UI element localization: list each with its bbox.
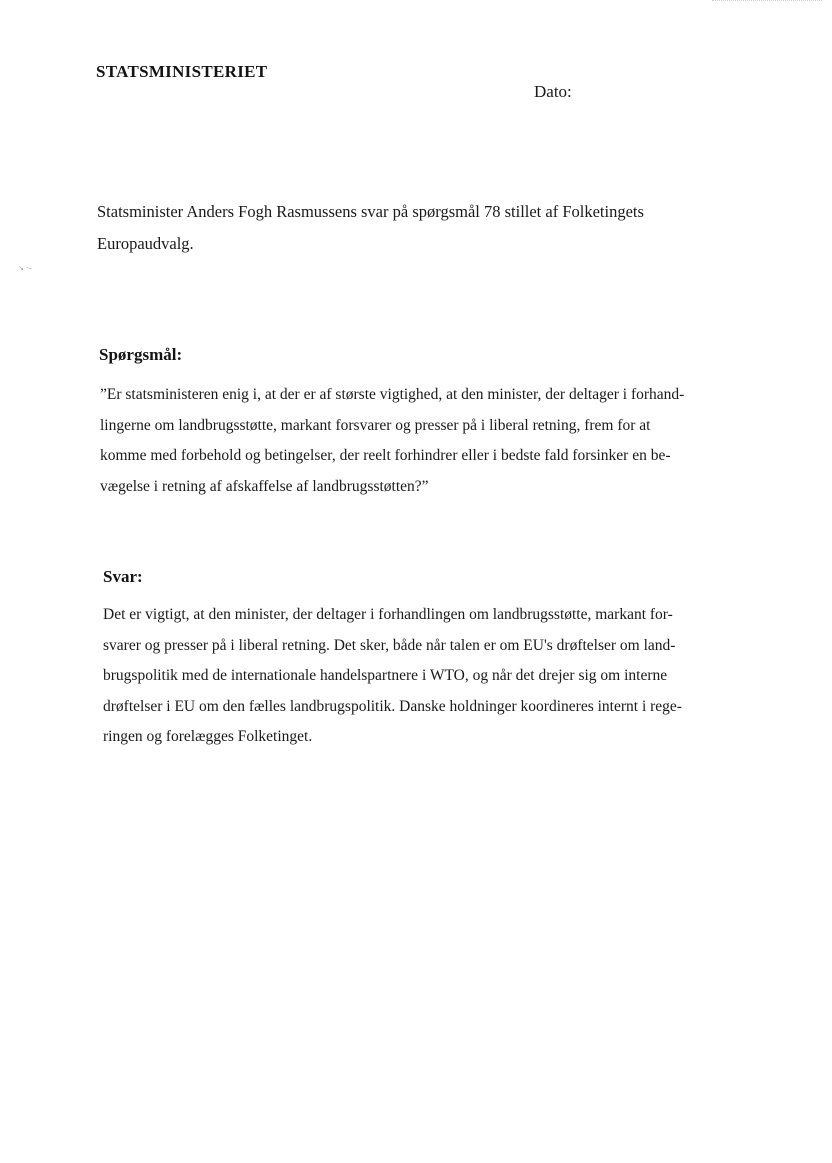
question-line: lingerne om landbrugsstøtte, markant forsvarer og presser på i liberal retning, frem for at (100, 416, 651, 434)
intro-line: Europaudvalg. (97, 234, 194, 253)
answer-line: brugspolitik med de internationale handelspartnere i WTO, og når det drejer sig om interne (103, 667, 668, 684)
question-line: ”Er statsministeren enig i, at der er af største vigtighed, at den minister, der deltager i forhand- (100, 386, 685, 403)
intro-line: Statsminister Anders Fogh Rasmussens svar på spørgsmål 78 stillet af Folketingets (97, 202, 644, 221)
answer-line: drøftelser i EU om den fælles landbrugspolitik. Danske holdninger koordineres internt i rege- (103, 697, 682, 715)
answer-line: svarer og presser på i liberal retning. Det sker, både når talen er om EU's drøftelser om land- (103, 636, 676, 654)
answer-heading: Svar: (103, 567, 143, 586)
date-label: Dato: (534, 82, 572, 101)
answer-line: ringen og forelægges Folketinget. (103, 728, 313, 745)
organization-name: STATSMINISTERIET (96, 62, 268, 81)
answer-line: Det er vigtigt, at den minister, der deltager i forhandlingen om landbrugsstøtte, markant for- (103, 606, 673, 623)
question-paragraph (100, 380, 740, 502)
question-heading: Spørgsmål: (99, 345, 183, 364)
scan-artifact (712, 0, 822, 5)
question-line: komme med forbehold og betingelser, der reelt forhindrer eller i bedste fald forsinker en be- (100, 447, 671, 464)
intro-paragraph (97, 196, 737, 260)
scan-speck: ↘ ·– (18, 264, 32, 272)
question-line: vægelse i retning af afskaffelse af landbrugsstøtten?” (100, 477, 429, 495)
answer-paragraph (103, 600, 743, 753)
